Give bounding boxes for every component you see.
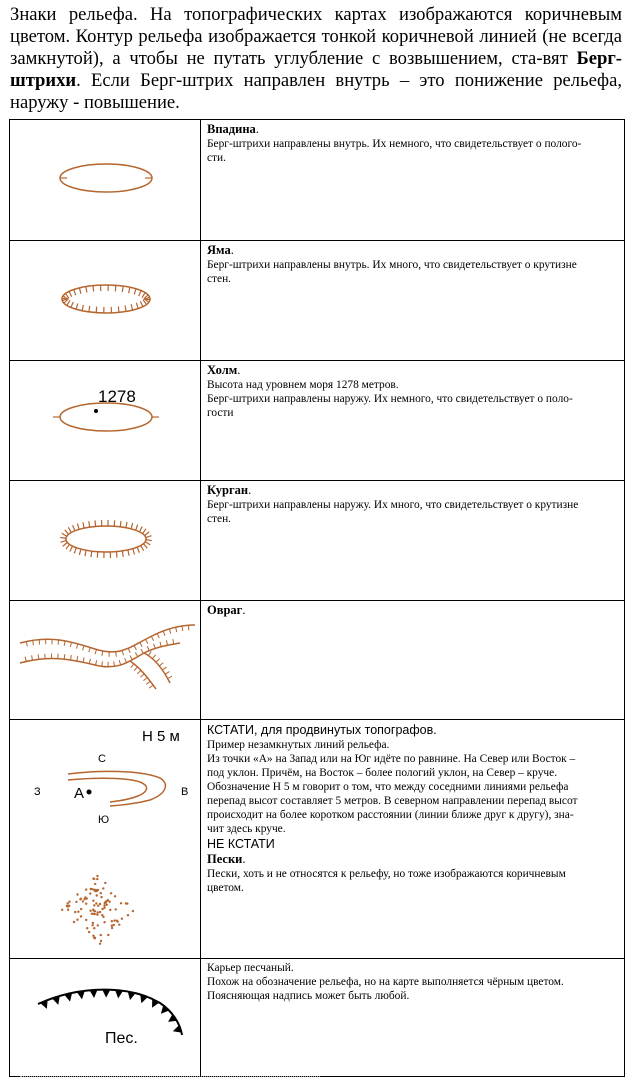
sand-dot	[111, 920, 113, 922]
desc-line: Похож на обозначение рельефа, но на карте выполняется чёрным цветом.	[207, 975, 620, 989]
intro-bold-term: Берг-штрихи	[10, 48, 622, 91]
desc-line: Обозначение Н 5 м говорит о том, что между соседними линиями рельефа	[207, 780, 620, 794]
berg-stroke	[60, 537, 66, 538]
sand-dot	[100, 934, 102, 936]
desc-line: гости	[207, 406, 620, 420]
sand-dot	[102, 916, 104, 918]
sand-dot	[96, 894, 98, 896]
berg-stroke	[128, 550, 129, 556]
berg-stroke	[89, 659, 90, 664]
berg-stroke	[131, 523, 133, 529]
berg-stroke	[62, 533, 67, 536]
sand-dot	[113, 919, 115, 921]
desc-line: стен.	[207, 512, 620, 526]
pit-symbol	[10, 241, 200, 360]
aside-heading: КСТАТИ, для продвинутых топографов.	[207, 722, 620, 738]
row-title: Впадина	[207, 122, 256, 136]
berg-stroke	[163, 631, 165, 636]
not-aside-heading: НЕ КСТАТИ	[207, 836, 620, 852]
pit-description: Яма. Берг-штрихи направлены внутрь. Их много, что свидетельствует о крутизне стен.	[201, 241, 625, 361]
berg-stroke	[145, 542, 150, 545]
mound-symbol-cell	[10, 481, 201, 601]
berg-stroke	[128, 648, 130, 653]
berg-stroke	[157, 633, 159, 638]
berg-stroke	[145, 532, 150, 536]
hill-height-label: 1278	[98, 387, 136, 406]
berg-stroke	[73, 525, 75, 531]
sand-dot	[91, 888, 93, 890]
sand-dot	[99, 911, 101, 913]
berg-stroke	[140, 642, 142, 646]
berg-stroke	[64, 641, 65, 646]
berg-stroke	[102, 661, 103, 666]
berg-stroke	[162, 667, 166, 670]
berg-stroke	[86, 287, 87, 293]
sand-dot	[125, 902, 127, 904]
desc-line: Из точки «А» на Запад или на Юг идёте по равнине. На Север или Восток –	[207, 752, 620, 766]
berg-stroke	[156, 659, 160, 662]
berg-stroke	[114, 661, 115, 666]
row-title: Холм	[207, 363, 237, 377]
desc-line: Берг-штрихи направлены наружу. Их немного, что свидетельствует о поло-	[207, 392, 620, 406]
berg-stroke	[89, 306, 90, 312]
desc-line: Пример незамкнутых линий рельефа.	[207, 738, 620, 752]
sand-dot	[121, 918, 123, 920]
table-row	[10, 361, 625, 481]
intro-paragraph	[10, 4, 622, 114]
berg-stroke	[66, 544, 70, 549]
sand-dot	[97, 911, 99, 913]
berg-stroke	[140, 674, 144, 677]
hill-symbol	[10, 361, 200, 480]
berg-stroke	[141, 545, 144, 550]
berg-stroke	[65, 530, 69, 535]
quarry-triangle	[90, 990, 98, 998]
sand-dot	[103, 907, 105, 909]
sand-dot	[92, 900, 94, 902]
desc-line: Берг-штрихи направлены наружу. Их много, что свидетельствует о крутизне	[207, 498, 620, 512]
berg-stroke	[64, 654, 65, 659]
berg-stroke	[146, 536, 152, 538]
sand-dot	[67, 909, 69, 911]
berg-stroke	[137, 670, 141, 673]
desc-line: Поясняющая надпись может быть любой.	[207, 989, 620, 1003]
berg-stroke	[146, 681, 150, 684]
berg-stroke	[142, 293, 145, 298]
berg-stroke	[125, 306, 126, 312]
table-row	[10, 241, 625, 361]
berg-stroke	[176, 627, 177, 632]
desc-line: чит здесь круче.	[207, 822, 620, 836]
berg-stroke	[67, 300, 70, 305]
desc-line: под уклон. Причём, на Восток – более пологий уклон, на Север – круче.	[207, 766, 620, 780]
desc-line: Высота над уровнем моря 1278 метров.	[207, 378, 620, 392]
hill-description: Холм. Высота над уровнем моря 1278 метров. Берг-штрихи направлены наружу. Их немного, что свидетельствует о поло- гости	[201, 361, 625, 481]
sand-dot	[75, 901, 77, 903]
sand-dot	[93, 913, 95, 915]
berg-stroke	[102, 651, 103, 656]
sand-dot	[93, 927, 95, 929]
berg-stroke	[83, 522, 84, 528]
berg-stroke	[146, 540, 152, 541]
berg-stroke	[79, 549, 81, 555]
berg-stroke	[61, 540, 67, 542]
sand-dot	[94, 890, 96, 892]
row-title: Пески	[207, 852, 242, 866]
berg-stroke	[168, 676, 172, 678]
sand-dot	[103, 904, 105, 906]
east-label: В	[181, 786, 188, 798]
berg-stroke	[77, 524, 79, 530]
sand-symbol	[61, 875, 134, 945]
intro-text-1: Знаки рельефа. На топографических картах изображаются коричневым цветом. Контур рельефа изображается тонкой коричневой линией (не всегда замкнутой), а чтобы не путать углубление с возвышением, ста-вят	[10, 4, 622, 69]
berg-stroke	[148, 651, 151, 655]
sand-dot	[104, 882, 106, 884]
berg-stroke	[134, 289, 136, 295]
table-row	[10, 959, 625, 1077]
berg-stroke	[139, 291, 141, 297]
berg-stroke	[143, 529, 147, 534]
sand-dot	[89, 910, 91, 912]
open-contour-and-sand-cell	[10, 720, 201, 959]
sand-dot	[93, 904, 95, 906]
berg-stroke	[125, 658, 127, 663]
sand-dot	[116, 920, 118, 922]
berg-stroke	[134, 645, 136, 649]
sand-dot	[100, 892, 102, 894]
sand-dot	[74, 911, 76, 913]
berg-stroke	[152, 655, 155, 659]
berg-stroke	[68, 527, 71, 532]
ravine-symbol-cell	[10, 601, 201, 720]
sand-dot	[115, 908, 117, 910]
south-label: Ю	[98, 814, 109, 826]
desc-line: Карьер песчаный.	[207, 961, 620, 975]
sand-dot	[101, 908, 103, 910]
sand-dot	[102, 887, 104, 889]
sand-dot	[99, 903, 101, 905]
sand-dot	[97, 924, 99, 926]
berg-stroke	[83, 646, 84, 651]
sand-dot	[95, 902, 97, 904]
sand-dot	[107, 934, 109, 936]
berg-stroke	[95, 649, 96, 654]
berg-stroke	[116, 652, 117, 657]
berg-stroke	[33, 640, 34, 645]
berg-stroke	[165, 672, 169, 675]
quarry-label: Пес.	[105, 1030, 138, 1047]
sand-dot	[92, 922, 94, 924]
depression-description: Впадина. Берг-штрихи направлены внутрь. Их немного, что свидетельствует о полого- сти.	[201, 120, 625, 241]
sand-dot	[94, 883, 96, 885]
desc-line: Пески, хоть и не относятся к рельефу, но тоже изображаются коричневым	[207, 867, 620, 881]
berg-stroke	[26, 641, 27, 646]
row-title: Овраг	[207, 603, 242, 617]
page-cut-edge	[20, 1076, 320, 1085]
berg-stroke	[96, 660, 97, 665]
desc-line: Берг-штрихи направлены внутрь. Их много, что свидетельствует о крутизне	[207, 258, 620, 272]
sand-dot	[97, 905, 99, 907]
berg-stroke	[149, 685, 153, 688]
berg-stroke	[169, 629, 170, 634]
relief-signs-table	[9, 119, 625, 1077]
berg-stroke	[182, 626, 183, 631]
sand-dot	[82, 900, 84, 902]
berg-stroke	[58, 640, 59, 645]
berg-stroke	[146, 639, 148, 643]
table-row	[10, 481, 625, 601]
open-contour-diagram	[10, 720, 200, 958]
sand-dot	[67, 902, 69, 904]
sand-dot	[61, 909, 63, 911]
sand-dot	[68, 901, 70, 903]
berg-stroke	[136, 303, 138, 309]
berg-stroke	[76, 644, 77, 649]
sand-dot	[85, 919, 87, 921]
berg-stroke	[131, 664, 134, 668]
berg-stroke	[95, 520, 96, 526]
berg-stroke	[136, 525, 138, 531]
sand-dot	[80, 915, 82, 917]
sand-dot	[127, 914, 129, 916]
berg-stroke	[122, 650, 123, 655]
berg-stroke	[89, 647, 91, 652]
sand-dot	[100, 940, 102, 942]
berg-stroke	[139, 527, 142, 532]
desc-line: перепад высот составляет 5 метров. В северном направлении перепад высот	[207, 794, 620, 808]
berg-stroke	[129, 287, 130, 293]
berg-stroke	[130, 655, 132, 659]
table-row	[10, 120, 625, 241]
sand-dot	[91, 924, 93, 926]
berg-stroke	[134, 667, 137, 671]
quarry-symbol-cell	[10, 959, 201, 1077]
berg-stroke	[131, 304, 132, 310]
berg-stroke	[63, 542, 68, 546]
berg-stroke	[159, 663, 163, 666]
sand-dot	[77, 911, 79, 913]
sand-dot	[76, 893, 78, 895]
sand-dot	[88, 931, 90, 933]
row-title: Яма	[207, 243, 231, 257]
berg-stroke	[70, 546, 73, 551]
pit-symbol-cell	[10, 241, 201, 361]
berg-stroke	[151, 636, 153, 640]
berg-stroke	[77, 656, 78, 661]
sand-dot	[86, 927, 88, 929]
sand-dot	[85, 888, 87, 890]
sand-dot	[85, 903, 87, 905]
sand-dot	[114, 895, 116, 897]
sand-dot	[96, 878, 98, 880]
sand-dot	[73, 921, 75, 923]
intro-text-2: . Если Берг-штрих направлен внутрь – это понижение рельефа, наружу - повышение.	[10, 70, 622, 113]
sand-dot	[96, 913, 98, 915]
hill-summit-dot	[94, 409, 98, 413]
berg-stroke	[118, 306, 119, 312]
table-row	[10, 601, 625, 720]
table-row	[10, 720, 625, 959]
berg-stroke	[143, 544, 147, 549]
ravine-symbol	[10, 601, 200, 719]
sand-dot	[107, 899, 109, 901]
sand-dot	[94, 910, 96, 912]
sand-dot	[94, 937, 96, 939]
hill-symbol-cell	[10, 361, 201, 481]
berg-stroke	[74, 289, 76, 295]
berg-stroke	[135, 652, 138, 656]
berg-stroke	[116, 552, 117, 558]
quarry-triangle	[77, 991, 85, 999]
berg-stroke	[71, 302, 73, 308]
sand-dot	[103, 921, 105, 923]
sand-dot	[96, 875, 98, 877]
berg-stroke	[120, 521, 121, 527]
berg-stroke	[76, 304, 78, 310]
berg-stroke	[82, 305, 83, 311]
desc-line: Берг-штрихи направлены внутрь. Их немного, что свидетельствует о полого-	[207, 137, 620, 151]
sand-dot	[89, 892, 91, 894]
desc-line: стен.	[207, 272, 620, 286]
berg-stroke	[38, 654, 39, 659]
sand-dot	[110, 892, 112, 894]
berg-stroke	[119, 660, 121, 665]
berg-stroke	[79, 288, 80, 294]
berg-stroke	[91, 551, 92, 557]
contour-interval-label: Н 5 м	[142, 728, 180, 745]
berg-stroke	[166, 640, 167, 645]
sand-dot	[111, 925, 113, 927]
sand-dot	[100, 896, 102, 898]
berg-stroke	[141, 649, 143, 653]
desc-line: происходит на более коротком расстоянии (линии ближе друг к другу), зна-	[207, 808, 620, 822]
mound-description: Курган. Берг-штрихи направлены наружу. Их много, что свидетельствует о крутизне стен.	[201, 481, 625, 601]
sand-dot	[80, 898, 82, 900]
quarry-triangle	[102, 990, 110, 998]
west-label: З	[34, 786, 41, 798]
berg-stroke	[137, 547, 139, 553]
berg-stroke	[173, 639, 174, 644]
point-a-label: А	[74, 785, 84, 802]
berg-stroke	[70, 642, 71, 647]
point-a-dot	[87, 790, 92, 795]
quarry-description	[201, 959, 625, 1077]
sand-dot	[132, 910, 134, 912]
berg-stroke	[71, 655, 72, 660]
desc-line: сти.	[207, 151, 620, 165]
sand-dot	[92, 877, 94, 879]
mound-symbol	[10, 481, 200, 600]
berg-stroke	[89, 521, 90, 527]
berg-stroke	[32, 655, 33, 660]
depression-symbol-cell	[10, 120, 201, 241]
sand-dot	[80, 908, 82, 910]
sand-dot	[111, 927, 113, 929]
quarry-symbol	[10, 959, 200, 1076]
sand-dot	[118, 924, 120, 926]
berg-stroke	[133, 549, 135, 555]
berg-stroke	[143, 678, 147, 681]
sand-dot	[99, 943, 101, 945]
depression-symbol	[10, 120, 200, 240]
berg-stroke	[122, 286, 123, 292]
berg-stroke	[85, 550, 86, 556]
sand-dot	[76, 919, 78, 921]
berg-stroke	[83, 657, 84, 662]
berg-stroke	[25, 657, 26, 662]
berg-stroke	[160, 642, 161, 647]
north-label: С	[98, 753, 106, 765]
desc-line: цветом.	[207, 881, 620, 895]
berg-stroke	[122, 551, 123, 557]
quarry-triangle	[115, 990, 123, 998]
berg-stroke	[126, 522, 127, 528]
sand-dot	[106, 904, 108, 906]
ravine-description: Овраг.	[201, 601, 625, 720]
berg-stroke	[69, 291, 72, 296]
sand-dot	[109, 909, 111, 911]
aside-description: КСТАТИ, для продвинутых топографов. Пример незамкнутых линий рельефа. Из точки «А» на Запад или на Юг идёте по равнине. На Север или Восток – под уклон. Причём, на Восток – более пологий уклон, на Север – круче. Обозначение Н 5 м говорит о том, что между соседними линиями рельефа перепад высот составляет 5 метров. В северном направлении перепад высот происходит на более коротком расстоянии (линии ближе друг к другу), зна- чит здесь круче. НЕ КСТАТИ Пески. Пески, хоть и не относятся к рельефу, но тоже изображаются коричневым цветом.	[201, 720, 625, 959]
berg-stroke	[140, 301, 143, 306]
sand-dot	[84, 896, 86, 898]
sand-dot	[66, 905, 68, 907]
berg-stroke	[154, 644, 156, 649]
berg-stroke	[93, 286, 94, 292]
sand-dot	[120, 902, 122, 904]
row-title: Курган	[207, 483, 248, 497]
berg-stroke	[147, 646, 149, 651]
berg-stroke	[74, 548, 76, 554]
